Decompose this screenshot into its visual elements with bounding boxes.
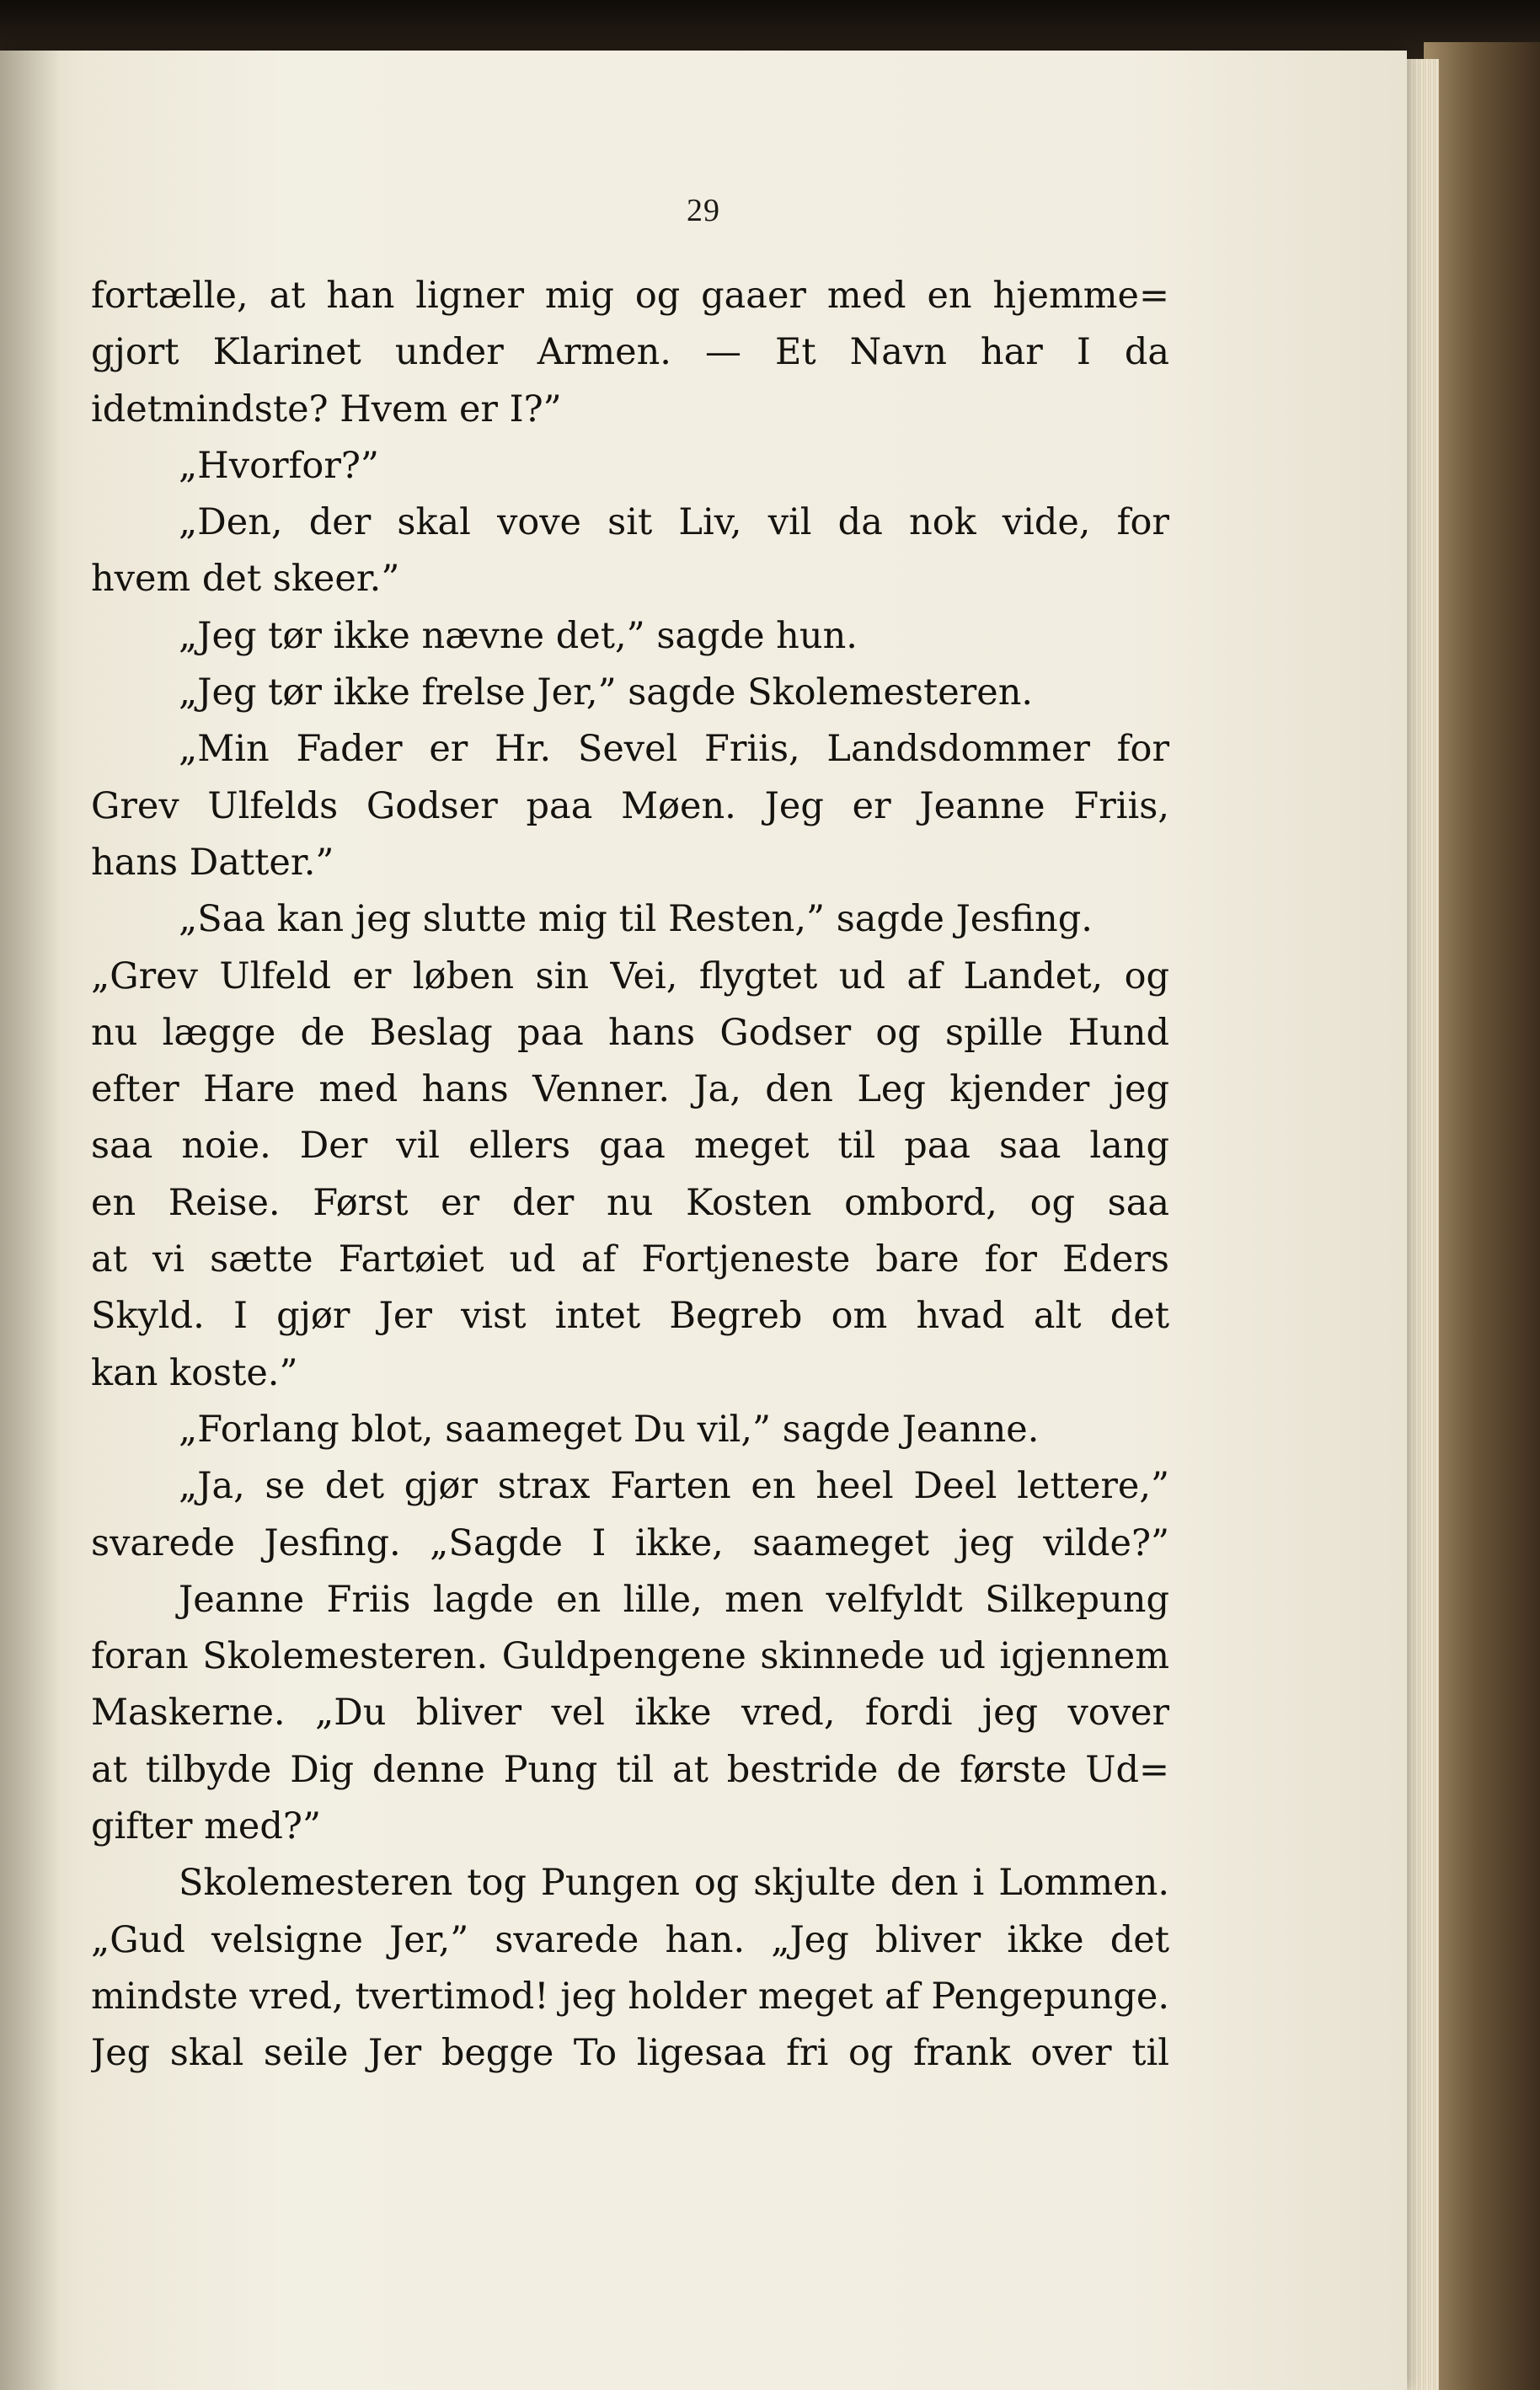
text-line: svarede Jesfing. „Sagde I ikke, saameget jeg vilde?” — [91, 1521, 1169, 1564]
text-line: Skolemesteren tog Pungen og skjulte den i Lommen. — [179, 1862, 1169, 1905]
book-board-edge — [1424, 42, 1540, 2390]
text-line: Jeanne Friis lagde en lille, men velfyldt Silkepung — [179, 1578, 1169, 1621]
text-line: Grev Ulfelds Godser paa Møen. Jeg er Jeanne Friis, — [91, 784, 1169, 827]
text-line: „Hvorfor?” — [179, 444, 379, 487]
text-line: „Forlang blot, saameget Du vil,” sagde Jeanne. — [179, 1408, 1040, 1451]
body-text — [91, 268, 1169, 2083]
text-line: at vi sætte Fartøiet ud af Fortjeneste bare for Eders — [91, 1238, 1169, 1281]
text-line: „Den, der skal vove sit Liv, vil da nok vide, for — [179, 501, 1169, 544]
text-line: Skyld. I gjør Jer vist intet Begreb om hvad alt det — [91, 1295, 1169, 1338]
text-line: Maskerne. „Du bliver vel ikke vred, fordi jeg vover — [91, 1692, 1169, 1735]
text-line: „Ja, se det gjør strax Farten en heel Deel lettere,” — [179, 1465, 1169, 1508]
text-line: „Min Fader er Hr. Sevel Friis, Landsdommer for — [179, 728, 1169, 771]
text-line: „Gud velsigne Jer,” svarede han. „Jeg bliver ikke det — [91, 1918, 1169, 1961]
text-line: hans Datter.” — [91, 841, 334, 884]
gutter-shadow — [0, 51, 59, 2390]
text-line: „Jeg tør ikke frelse Jer,” sagde Skolemesteren. — [179, 671, 1034, 714]
text-line: „Jeg tør ikke nævne det,” sagde hun. — [179, 614, 858, 657]
text-line: gifter med?” — [91, 1805, 321, 1848]
text-line: saa noie. Der vil ellers gaa meget til paa saa lang — [91, 1125, 1169, 1168]
text-line: idetmindste? Hvem er I?” — [91, 388, 562, 430]
text-line: at tilbyde Dig denne Pung til at bestride de første Ud= — [91, 1748, 1169, 1791]
text-line: fortælle, at han ligner mig og gaaer med en hjemme= — [91, 275, 1169, 317]
page-number: 29 — [687, 193, 720, 228]
text-line: en Reise. Først er der nu Kosten ombord, og saa — [91, 1181, 1169, 1224]
text-line: gjort Klarinet under Armen. — Et Navn har I da — [91, 331, 1169, 374]
text-line: efter Hare med hans Venner. Ja, den Leg kjender jeg — [91, 1068, 1169, 1111]
text-line: kan koste.” — [91, 1351, 298, 1394]
text-line: mindste vred, tvertimod! jeg holder meget af Pengepunge. — [91, 1975, 1169, 2018]
text-line: hvem det skeer.” — [91, 558, 400, 601]
text-line: foran Skolemesteren. Guldpengene skinnede ud igjennem — [91, 1635, 1169, 1678]
text-line: „Grev Ulfeld er løben sin Vei, flygtet ud af Landet, og — [91, 954, 1169, 997]
text-line: Jeg skal seile Jer begge To ligesaa fri og frank over til — [91, 2032, 1169, 2075]
text-line: nu lægge de Beslag paa hans Godser og spille Hund — [91, 1011, 1169, 1054]
text-line: „Saa kan jeg slutte mig til Resten,” sagde Jesfing. — [179, 898, 1093, 941]
